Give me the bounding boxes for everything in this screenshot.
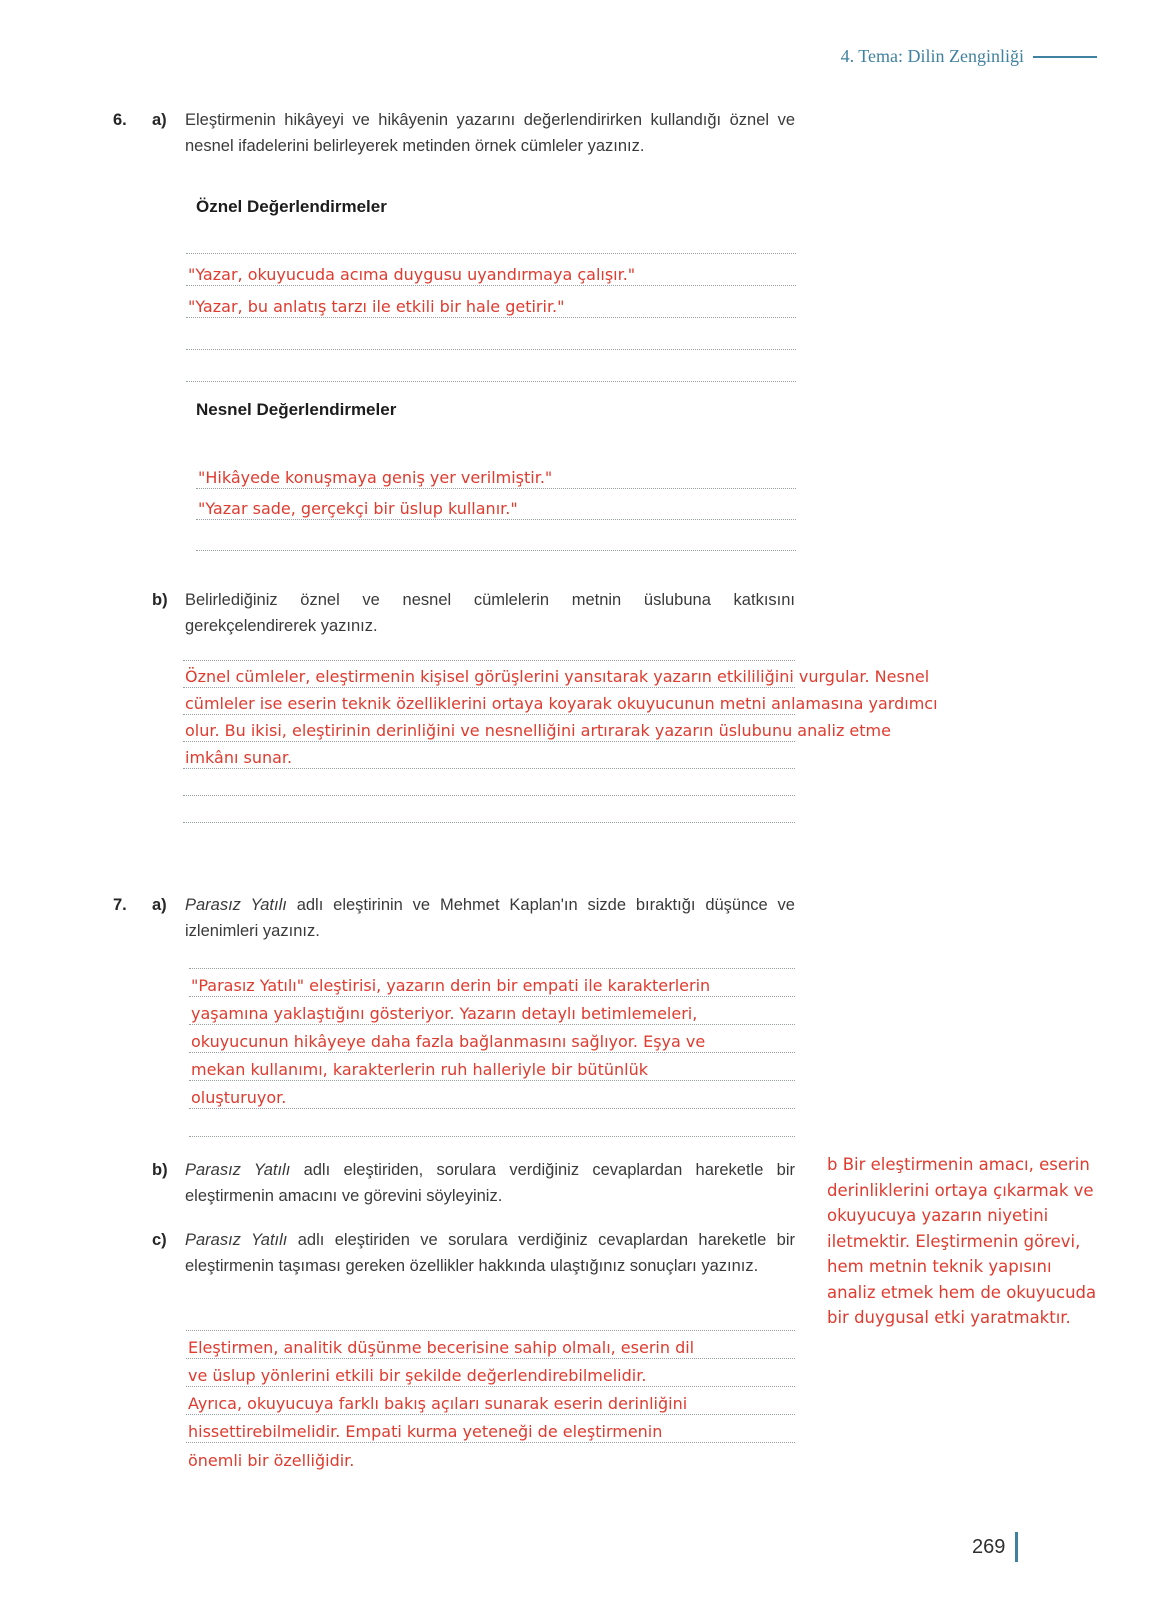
answer-line-text: okuyucunun hikâyeye daha fazla bağlanmasını sağlıyor. Eşya ve <box>191 1032 706 1051</box>
question-7-number: 7. <box>113 896 127 914</box>
oznel-heading: Öznel Değerlendirmeler <box>196 197 387 216</box>
nesnel-heading: Nesnel Değerlendirmeler <box>196 400 397 419</box>
answer-line-text: "Hikâyede konuşmaya geniş yer verilmiştir." <box>198 468 553 487</box>
answer-line <box>183 715 891 742</box>
header-rule <box>1033 56 1097 58</box>
question-7a <box>113 893 795 944</box>
work-title: Parasız Yatılı <box>185 1231 288 1249</box>
question-6a <box>113 108 795 159</box>
answer-line-text: "Yazar, okuyucuda acıma duygusu uyandırmaya çalışır." <box>188 265 636 284</box>
answer-line <box>196 520 796 551</box>
question-7a-text: Parasız Yatılı adlı eleştirinin ve Mehmet Kaplan'ın sizde bıraktığı düşünce ve izlenimleri yazınız. <box>185 896 795 940</box>
answer-line <box>183 796 795 823</box>
oznel-answer-lines <box>186 222 796 382</box>
answer-line <box>196 458 796 489</box>
question-7b-label: b) <box>152 1161 168 1179</box>
margin-answer-note: b Bir eleştirmenin amacı, eserin derinliklerini ortaya çıkarmak ve okuyucuya yazarın niyetini iletmektir. Eleştirmenin görevi, hem metnin teknik yapısını analiz etmek hem de okuyucuda bir duygusal etki yaratmaktır. <box>827 1155 1097 1328</box>
page-header <box>841 46 1097 67</box>
answer-line <box>183 742 795 769</box>
answer-line <box>186 1359 795 1387</box>
answer-line <box>186 350 796 382</box>
question-7b-text: Parasız Yatılı adlı eleştiriden, sorulara verdiğiniz cevaplardan hareketle bir eleştirmenin amacını ve görevini söyleyiniz. <box>185 1161 796 1205</box>
answer-line <box>186 1443 795 1471</box>
answer-line-text: önemli bir özelliğidir. <box>188 1451 355 1470</box>
answer-line <box>186 1331 795 1359</box>
question-6-number: 6. <box>113 111 127 129</box>
answer-line-text: "Yazar, bu anlatış tarzı ile etkili bir hale getirir." <box>188 297 565 316</box>
answer-line <box>186 1387 795 1415</box>
answer-line-text: ve üslup yönlerini etkili bir şekilde değerlendirebilmelidir. <box>188 1366 647 1385</box>
answer-line-text: Öznel cümleler, eleştirmenin kişisel görüşlerini yansıtarak yazarın etkililiğini vurgular. Nesnel <box>185 667 930 686</box>
question-6a-label: a) <box>152 111 167 129</box>
answer-line <box>183 688 938 715</box>
question-6b-label: b) <box>152 591 168 609</box>
answer-line-text: "Parasız Yatılı" eleştirisi, yazarın derin bir empati ile karakterlerin <box>191 976 711 995</box>
answer-line <box>189 997 795 1025</box>
answer-line <box>186 318 796 350</box>
question-7a-label: a) <box>152 896 167 914</box>
work-title: Parasız Yatılı <box>185 1161 291 1179</box>
answer-line-text: olur. Bu ikisi, eleştirinin derinliğini ve nesnelliğini artırarak yazarın üslubunu analiz etme <box>185 721 891 740</box>
work-title: Parasız Yatılı <box>185 896 287 914</box>
answer-line <box>183 769 795 796</box>
answer-line <box>189 1025 795 1053</box>
answer-line <box>183 661 930 688</box>
footer-accent-bar <box>1015 1532 1018 1562</box>
answer-line-text: "Yazar sade, gerçekçi bir üslup kullanır." <box>198 499 518 518</box>
page-footer <box>972 1532 1018 1562</box>
question-7c-label: c) <box>152 1231 167 1249</box>
question-7c-text: Parasız Yatılı adlı eleştiriden ve sorulara verdiğiniz cevaplardan hareketle bir eleştirmenin taşıması gereken özellikler hakkında ulaştığınız sonuçları yazınız. <box>185 1231 795 1275</box>
answer-line-text: hissettirebilmelidir. Empati kurma yeteneği de eleştirmenin <box>188 1422 663 1441</box>
question-6a-text: Eleştirmenin hikâyeyi ve hikâyenin yazarını değerlendirirken kullandığı öznel ve nesnel ifadelerini belirleyerek metinden örnek cümleler yazınız. <box>185 111 795 155</box>
answer-line <box>189 1081 795 1109</box>
answer-line-text: yaşamına yaklaştığını gösteriyor. Yazarın detaylı betimlemeleri, <box>191 1004 698 1023</box>
answer-line-text: cümleler ise eserin teknik özelliklerini ortaya koyarak okuyucunun metni anlamasına yardımcı <box>185 694 938 713</box>
theme-title: 4. Tema: Dilin Zenginliği <box>840 46 1024 66</box>
answer-line <box>186 286 796 318</box>
nesnel-answer-lines <box>196 458 796 551</box>
answer-line <box>189 1053 795 1081</box>
answer-line <box>196 489 796 520</box>
answer-line <box>186 1415 795 1443</box>
question-6b <box>152 588 795 639</box>
page-number: 269 <box>972 1535 1006 1558</box>
question-6b-text: Belirlediğiniz öznel ve nesnel cümlelerin metnin üslubuna katkısını gerekçelendirerek yazınız. <box>185 591 795 635</box>
answer-line <box>189 1109 795 1137</box>
answer-line-text: Eleştirmen, analitik düşünme becerisine sahip olmalı, eserin dil <box>188 1338 695 1357</box>
answer-line <box>186 254 796 286</box>
answer-line <box>186 222 796 254</box>
q7c-answer-lines <box>186 1330 795 1471</box>
answer-line-text: oluşturuyor. <box>191 1088 287 1107</box>
question-7c <box>152 1228 795 1279</box>
q7a-answer-lines <box>189 968 795 1137</box>
q6b-answer-lines <box>183 660 938 823</box>
answer-line <box>189 969 795 997</box>
question-7b <box>152 1158 795 1209</box>
answer-line-text: Ayrıca, okuyucuya farklı bakış açıları sunarak eserin derinliğini <box>188 1394 688 1413</box>
answer-line-text: mekan kullanımı, karakterlerin ruh halleriyle bir bütünlük <box>191 1060 648 1079</box>
answer-line-text: imkânı sunar. <box>185 748 293 767</box>
